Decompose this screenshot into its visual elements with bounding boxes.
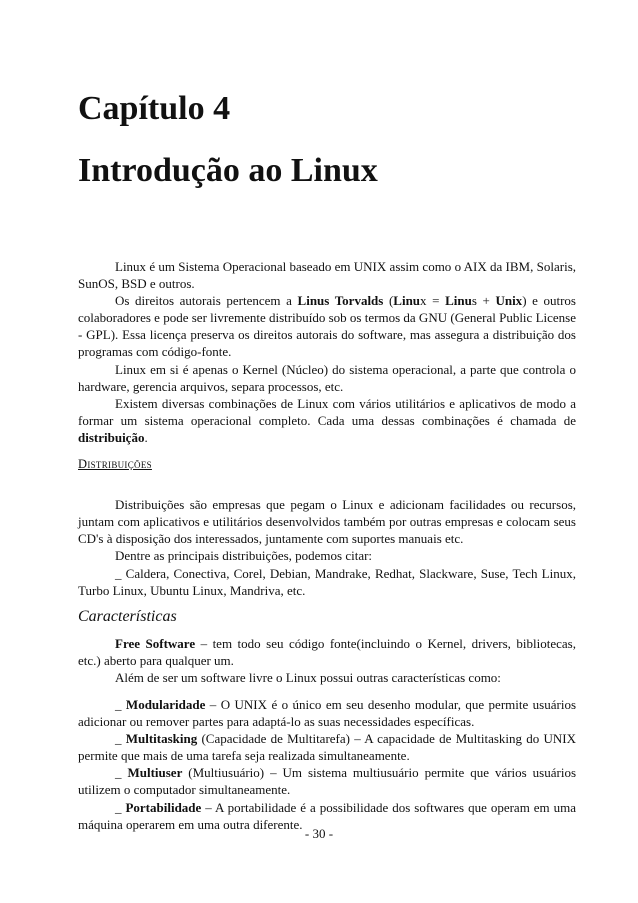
free-software-term: Free Software — [115, 635, 196, 651]
intro-text: Existem diversas combinações de Linux com vários utilitários e aplicativos de modo a formar um sistema operacional completo. Cada uma dessas combinações é chamada de — [78, 395, 576, 428]
feature-bullet: _ — [115, 731, 126, 747]
distros-paragraph-2: Dentre as principais distribuições, podemos citar: — [115, 548, 373, 564]
intro-text: ( — [383, 293, 394, 309]
feature-description: (Capacidade de Multitarefa) – A capacidade de Multitasking do UNIX permite que mais de uma tarefa seja realizada simultaneamente. — [78, 731, 576, 764]
intro-text: ) e outros colaboradores e pode ser livremente distribuído sob os termos da GNU (General Public License - GPL). Essa licença preserva os direitos autorais do software, mas assegura a distribuição dos programas com código-fonte. — [78, 293, 576, 360]
intro-text: s + — [471, 293, 496, 309]
feature-term: Multitasking — [125, 731, 198, 747]
intro-text: Os direitos autorais pertencem a — [115, 293, 298, 309]
free-software-paragraph — [78, 635, 576, 669]
chapter-name: Introdução ao Linux — [78, 152, 378, 189]
feature-bullet: _ — [115, 765, 128, 781]
distros-heading: Distribuições — [78, 457, 152, 472]
feature-term: Modularidade — [125, 696, 206, 712]
features-heading: Características — [78, 607, 177, 625]
intro-paragraph-1: Linux é um Sistema Operacional baseado em UNIX assim como o AIX da IBM, Solaris, SunOS, BSD e outros. — [78, 259, 576, 292]
feature-bullet: _ — [115, 696, 126, 712]
intro-paragraph-3: Linux em si é apenas o Kernel (Núcleo) do sistema operacional, a parte que controla o hardware, gerencia arquivos, separa processos, etc. — [78, 361, 576, 394]
unix-etymology: Unix — [495, 293, 523, 309]
feature-description: – A portabilidade é a possibilidade dos softwares que operam em uma máquina operarem em uma outra diferente. — [78, 799, 576, 832]
feature-term: Multiuser — [127, 765, 183, 781]
chapter-title — [78, 78, 378, 202]
feature-list — [78, 696, 576, 833]
feature-item — [78, 696, 576, 730]
page-number: - 30 - — [304, 826, 334, 841]
intro-paragraph-4 — [78, 395, 576, 446]
chapter-number: Capítulo 4 — [78, 90, 231, 127]
intro-text: . — [144, 429, 148, 445]
intro-text: x = — [420, 293, 446, 309]
linus-etymology-linu: Linu — [445, 293, 472, 309]
intro-paragraph-2 — [78, 292, 576, 360]
feature-bullet: _ — [115, 799, 126, 815]
feature-item — [78, 764, 576, 798]
feature-description: (Multiusuário) – Um sistema multiusuário permite que vários usuários utilizem o computador simultaneamente. — [78, 765, 577, 798]
distros-paragraph-1: Distribuições são empresas que pegam o Linux e adicionam facilidades ou recursos, juntam com aplicativos e utilitários desenvolvidos também por outras empresas e colocam seus CD's à disposição dos interessados, juntamente com suportes manuais etc. — [78, 497, 576, 547]
features-intro: Além de ser um software livre o Linux possui outras características como: — [115, 669, 501, 685]
feature-item — [78, 730, 576, 764]
linus-torvalds-name: Linus Torvalds — [297, 293, 384, 309]
feature-description: – O UNIX é o único em seu desenho modular, que permite usuários adicionar ou remover partes para adaptá-lo as suas necessidades específicas. — [78, 696, 577, 730]
linux-etymology-linu: Linu — [393, 293, 421, 309]
distros-list: _ Caldera, Conectiva, Corel, Debian, Mandrake, Redhat, Slackware, Suse, Tech Linux, Turbo Linux, Ubuntu Linux, Mandriva, etc. — [78, 565, 576, 598]
feature-term: Portabilidade — [125, 799, 202, 815]
free-software-text: – tem todo seu código fonte(incluindo o Kernel, drivers, bibliotecas, etc.) aberto para qualquer um. — [78, 635, 576, 668]
page-body — [78, 258, 576, 833]
distribution-term: distribuição — [78, 429, 145, 445]
